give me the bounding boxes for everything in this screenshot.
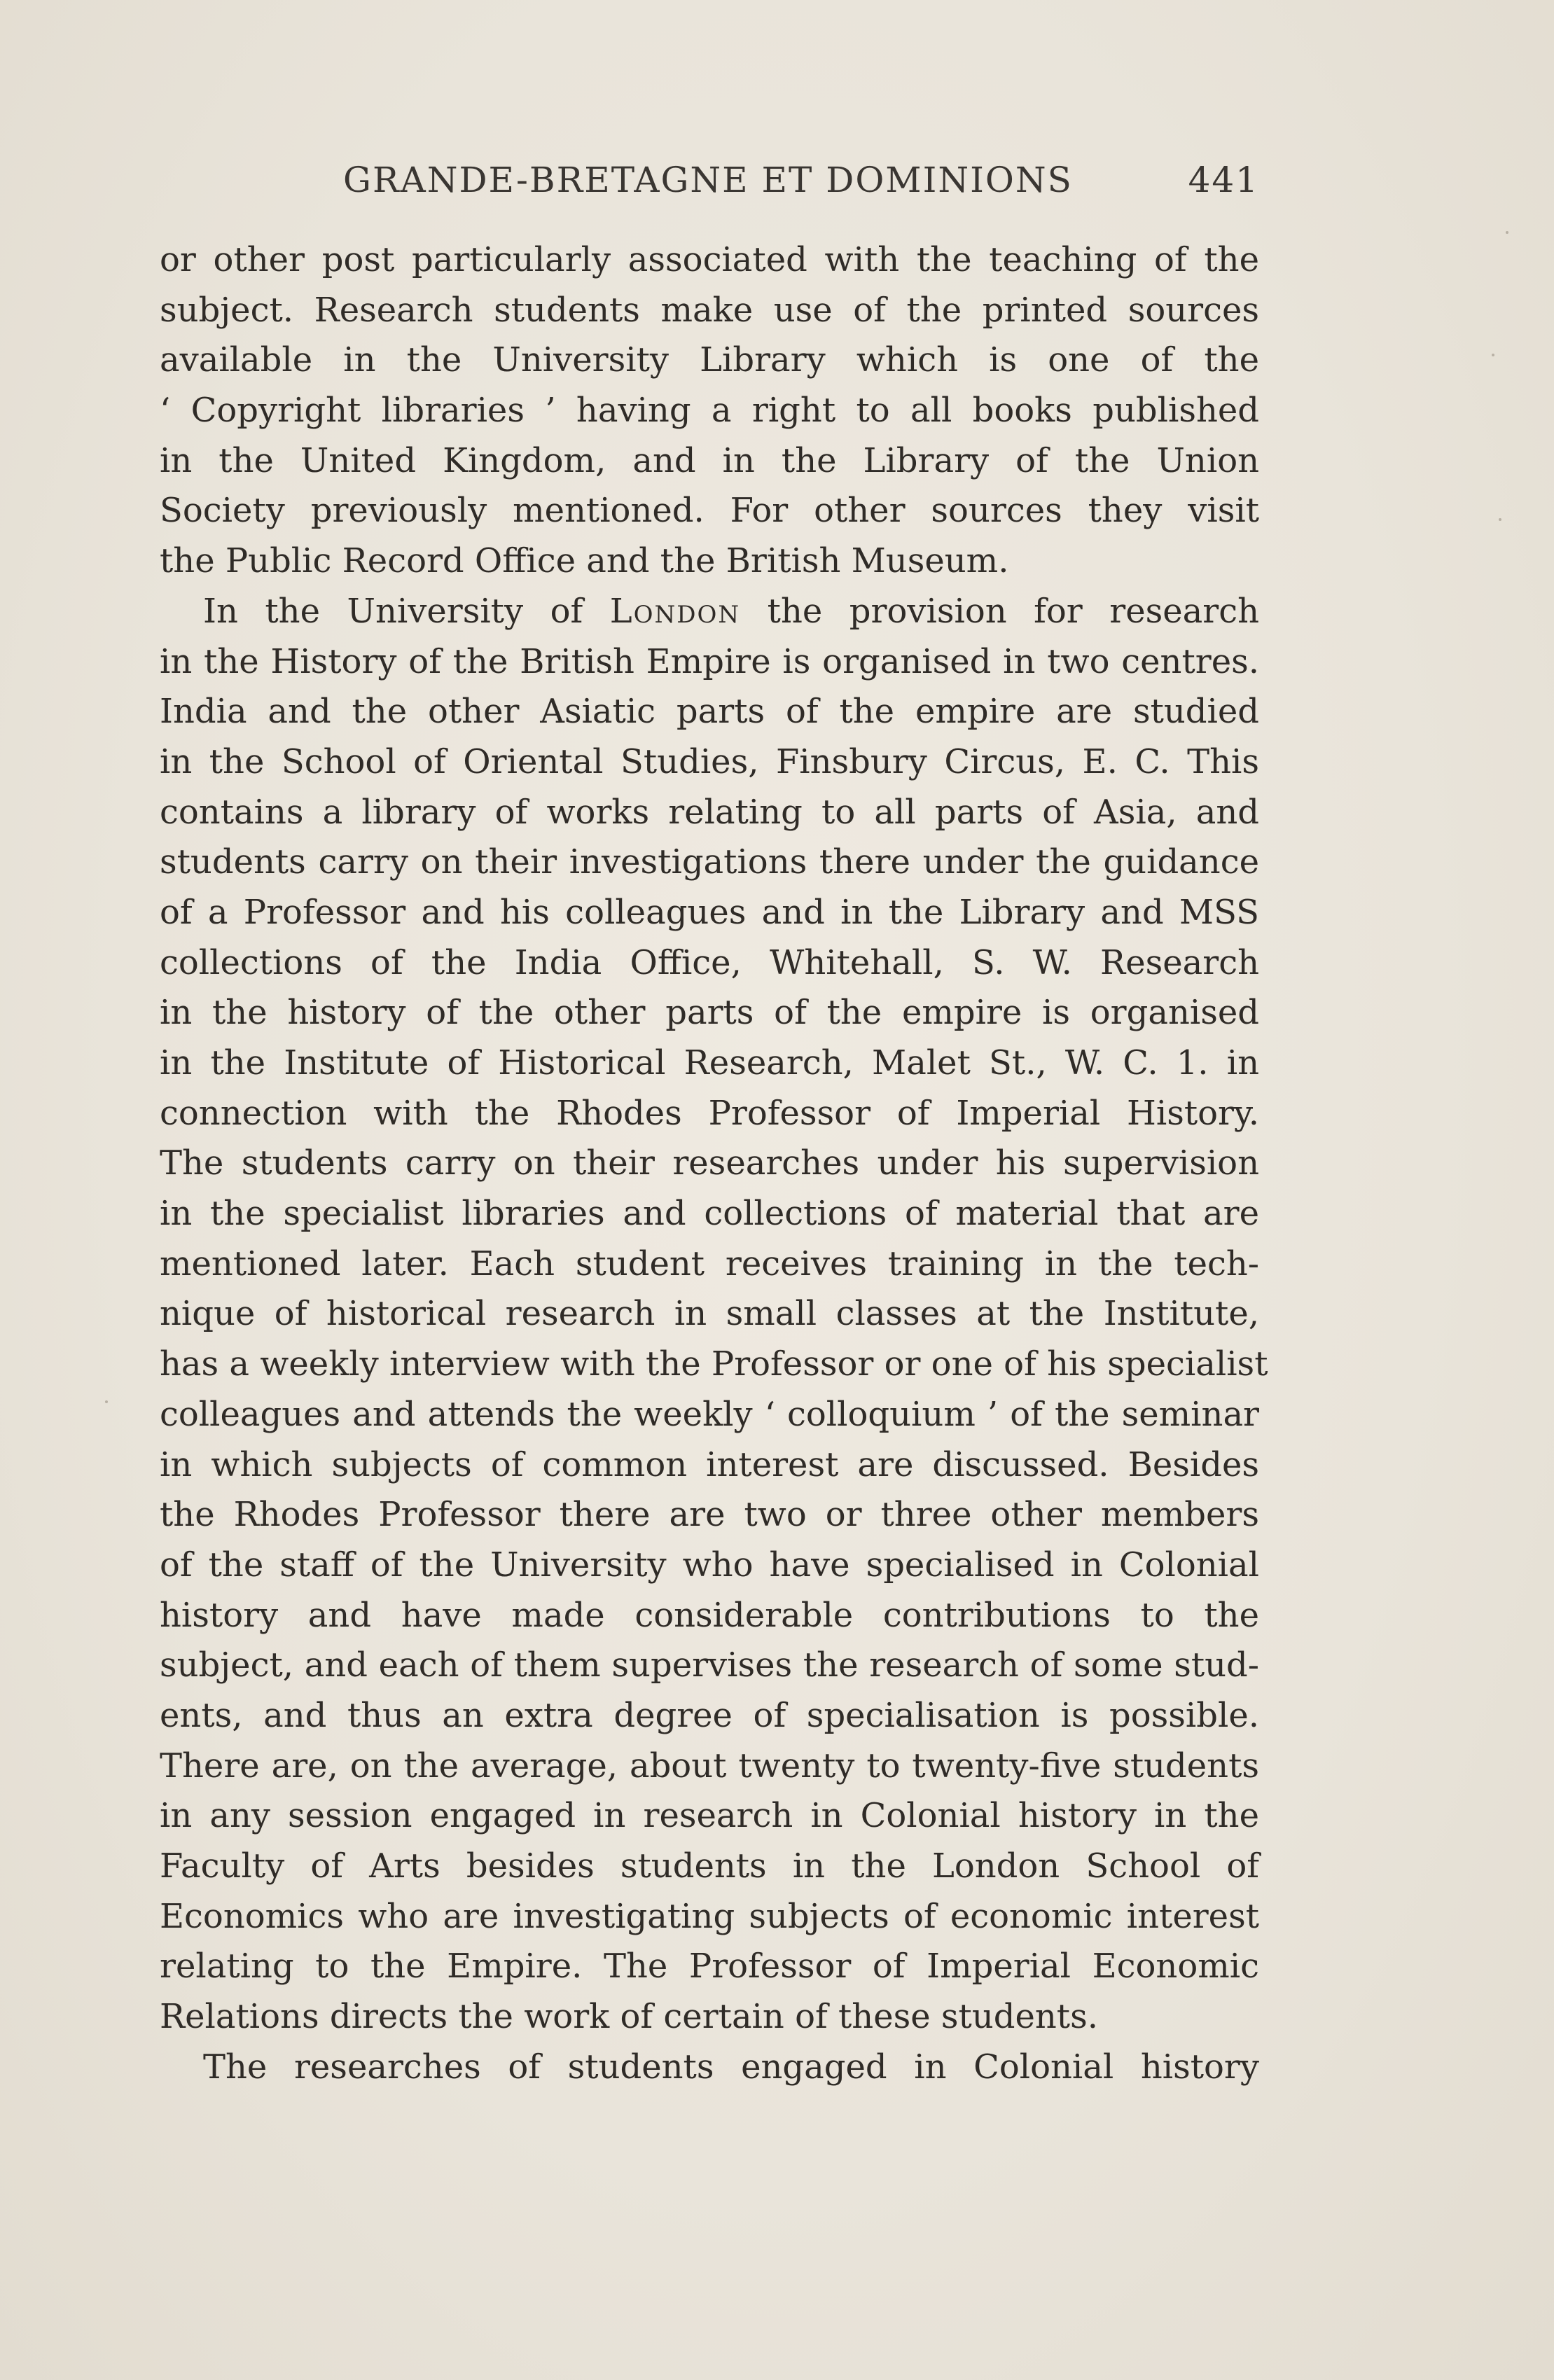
text-line: in the School of Oriental Studies, Finsbury Circus, E. C. This [160,742,1259,781]
text-line: Society previously mentioned. For other sources they visit [160,491,1259,531]
text-line: contains a library of works relating to all parts of Asia, and [160,792,1259,832]
text-line: mentioned later. Each student receives training in the tech- [160,1244,1259,1283]
text-line: Relations directs the work of certain of these students. [160,1997,1098,2037]
text-line: in the Institute of Historical Research, Malet St., W. C. 1. in [160,1043,1259,1083]
text-line: relating to the Empire. The Professor of Imperial Economic [160,1947,1259,1986]
text-line: has a weekly interview with the Professor or one of his specialist [160,1344,1268,1384]
text-line: in which subjects of common interest are discussed. Besides [160,1445,1259,1484]
text-line: the Rhodes Professor there are two or three other members [160,1495,1259,1535]
line-suffix: the provision for research [767,591,1259,631]
text-line: India and the other Asiatic parts of the empire are studied [160,692,1259,732]
body-text [160,235,1268,2092]
text-line: nique of historical research in small classes at the Institute, [160,1294,1259,1334]
text-line: Economics who are investigating subjects of economic interest [160,1896,1259,1936]
text-line: in the specialist libraries and collections of material that are [160,1194,1259,1234]
paper-speck [1492,354,1494,356]
paragraph-start-line: The researches of students engaged in Colonial history [203,2047,1259,2087]
smallcaps-london: London [609,591,741,631]
text-line: history and have made considerable contributions to the [160,1595,1259,1635]
text-line: Faculty of Arts besides students in the London School of [160,1846,1259,1886]
text-line: There are, on the average, about twenty to twenty-five students [160,1746,1259,1786]
text-line: available in the University Library which is one of the [160,340,1259,380]
running-head-title: GRANDE-BRETAGNE ET DOMINIONS [343,160,1073,200]
text-line: collections of the India Office, Whitehall, S. W. Research [160,942,1259,982]
text-line: in any session engaged in research in Colonial history in the [160,1796,1259,1836]
running-head [160,160,1259,216]
text-line: or other post particularly associated with the teaching of the [160,240,1259,279]
text-line: of the staff of the University who have specialised in Colonial [160,1545,1259,1585]
text-line: connection with the Rhodes Professor of Imperial History. [160,1093,1259,1133]
text-line: the Public Record Office and the British Museum. [160,541,1009,581]
paper-speck [1506,231,1508,234]
text-line: in the History of the British Empire is organised in two centres. [160,641,1259,681]
paper-speck [105,1400,108,1403]
text-line: in the United Kingdom, and in the Library of the Union [160,440,1259,480]
page-number: 441 [1188,160,1259,200]
text-line: ents, and thus an extra degree of specialisation is possible. [160,1695,1259,1735]
text-line: subject, and each of them supervises the research of some stud- [160,1645,1259,1685]
paper-speck [1499,518,1501,521]
text-line: colleagues and attends the weekly ‘ colloquium ’ of the seminar [160,1394,1259,1434]
text-line: of a Professor and his colleagues and in the Library and MSS [160,892,1259,932]
text-line: students carry on their investigations there under the guidance [160,842,1259,882]
text-line: in the history of the other parts of the empire is organised [160,993,1259,1033]
text-line: subject. Research students make use of the printed sources [160,290,1259,330]
paragraph-start-line [160,587,1259,637]
line-prefix: In the University of [203,591,583,631]
text-line: ‘ Copyright libraries ’ having a right to all books published [160,391,1259,431]
text-line: The students carry on their researches under his supervision [160,1143,1259,1183]
